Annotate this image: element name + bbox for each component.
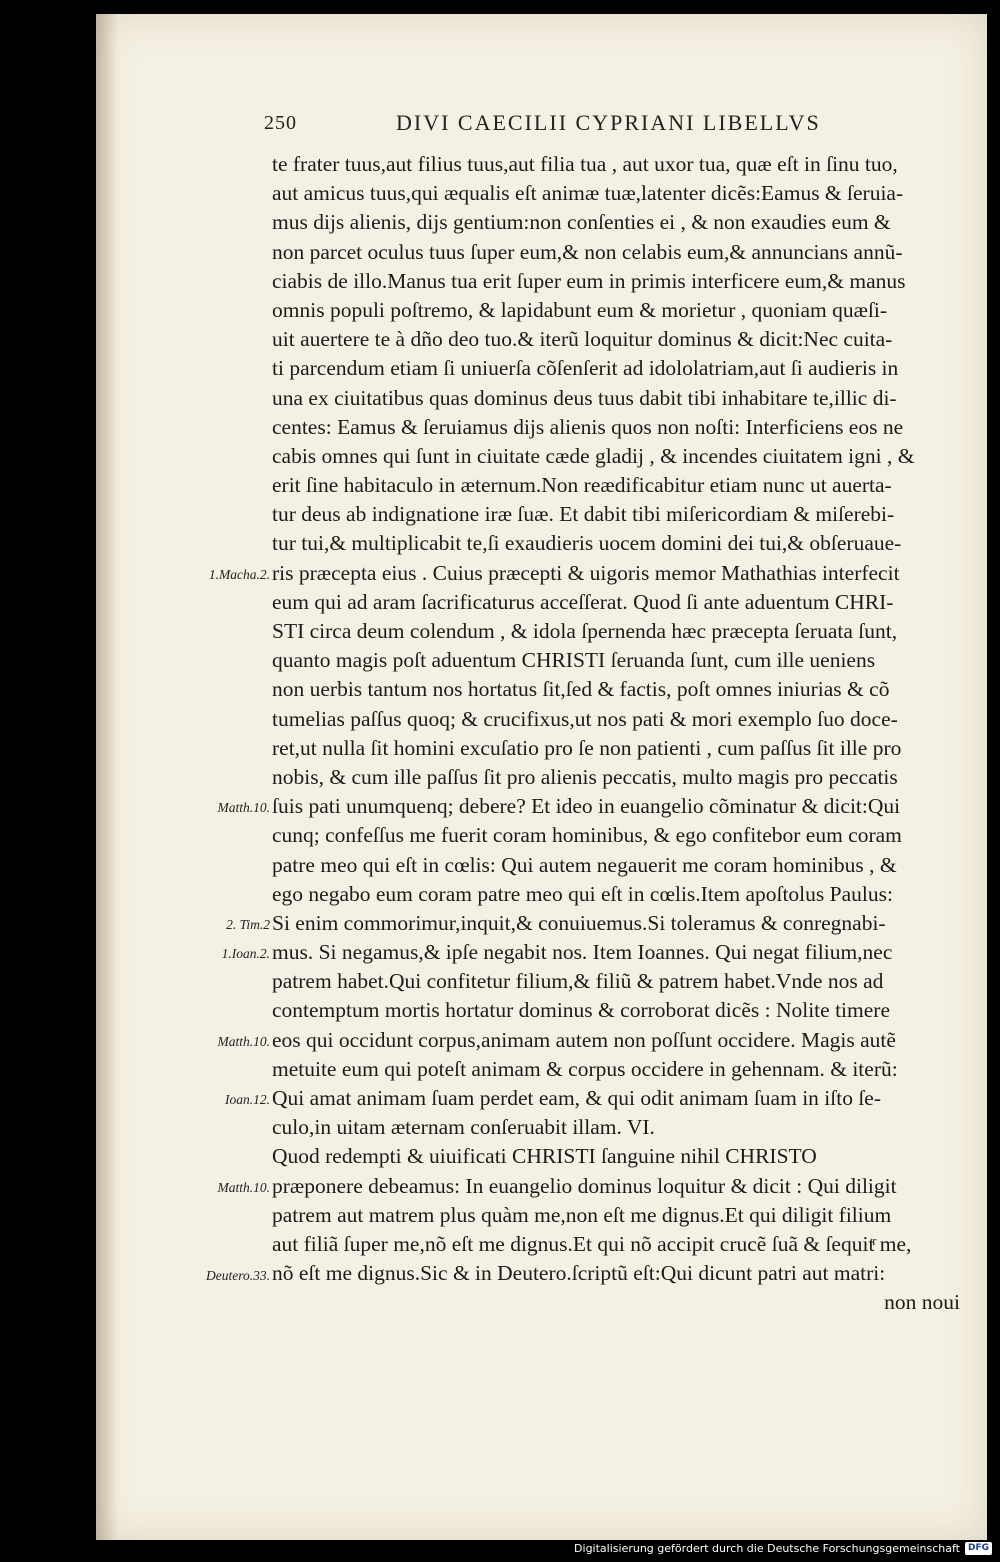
text-line: eum qui ad aram ſacrificaturus acceſſerat. Quod ſi ante aduentum CHRI- [272,589,894,614]
text-line: patrem aut matrem plus quàm me,non eſt me dignus.Et qui diligit filium [272,1202,892,1227]
marginal-reference: Matth.10. [217,1034,270,1049]
catchword: non noui [884,1290,960,1315]
marginal-reference: 1.Ioan.2. [221,946,270,962]
text-line: omnis populi poſtremo, & lapidabunt eum & morietur , quoniam quæſi- [272,297,888,322]
text-line: ciabis de illo.Manus tua erit ſuper eum in primis interficere eum,& manus [272,268,906,293]
marginal-reference: 2. Tim.2 [226,917,270,933]
text-line: Si enim commorimur,inquit,& conuiuemus.Si toleramus & conregnabi- [272,910,886,935]
text-line: aut filiã ſuper me,nõ eſt me dignus.Et qui nõ accipit crucẽ ſuã & ſequitͬ me, [272,1231,912,1256]
dfg-logo: DFG [965,1542,992,1555]
text-line: te frater tuus,aut filius tuus,aut filia tua , aut uxor tua, quæ eſt in ſinu tuo, [272,152,898,176]
text-line: ti parcendum etiam ſi uniuerſa cõſenſerit ad idololatriam,aut ſi audieris in [272,356,899,381]
marginal-reference: Matth.10. [217,800,270,816]
marginal-reference: Matth.10. [217,1180,270,1195]
marginal-reference: Ioan.12. [225,1092,270,1108]
page-gutter-shadow [96,14,118,1540]
marginal-reference: Deutero.33. [206,1267,270,1283]
text-line: culo,in uitam æternam conſeruabit illam. VI. [272,1115,655,1140]
text-line: non parcet oculus tuus ſuper eum,& non celabis eum,& annuncians annũ- [272,239,903,264]
page-header [264,110,970,142]
text-line: erit ſine habitaculo in æternum.Non reædificabitur etiam nunc ut auerta- [272,473,892,498]
text-line: tur deus ab indignatione iræ ſuæ. Et dabit tibi miſericordiam & miſerebi- [272,502,895,527]
text-line: patrem habet.Qui confitetur filium,& filiũ & patrem habet.Vnde nos ad [272,969,884,994]
text-line: mus. Si negamus,& ipſe negabit nos. Item Ioannes. Qui negat filium,nec [272,940,893,965]
text-line: contemptum mortis hortatur dominus & corroborat dicẽs : Nolite timere [272,998,890,1023]
text-line: nobis, & cum ille paſſus ſit pro alienis peccatis, multo magis pro peccatis [272,764,898,789]
text-line: non uerbis tantum nos hortatus ſit,ſed & factis, poſt omnes iniurias & cõ [272,677,890,702]
text-line: ego negabo eum coram patre meo qui eſt in cœlis.Item apoſtolus Paulus: [272,881,893,906]
text-line: Qui amat animam ſuam perdet eam, & qui odit animam ſuam in iſto ſe- [272,1086,882,1110]
text-line: metuite eum qui poteſt animam & corpus occidere in gehennam. & iterũ: [272,1056,898,1081]
text-line: patre meo qui eſt in cœlis: Qui autem negauerit me coram hominibus , & [272,852,897,877]
text-line: præponere debeamus: In euangelio dominus loquitur & dicit : Qui diligit [272,1173,897,1198]
marginal-reference: 1.Macha.2. [208,566,270,582]
text-line: centes: Eamus & ſeruiamus dijs alienis quos non noſti: Interficiens eos ne [272,414,904,439]
credit-text: Digitalisierung gefördert durch die Deutsche Forschungsgemeinschaft [574,1541,960,1555]
text-line: quanto magis poſt aduentum CHRISTI ſeruanda ſunt, cum ille ueniens [272,648,876,673]
text-line: aut amicus tuus,qui æqualis eſt animæ tuæ,latenter dicẽs:Eamus & ſeruia- [272,181,904,206]
text-line: eos qui occidunt corpus,animam autem non poſſunt occidere. Magis autẽ [272,1027,896,1052]
text-line: uit auertere te à dño deo tuo.& iterũ loquitur dominus & dicit:Nec cuita- [272,327,893,352]
digitization-credit [574,1540,992,1556]
text-line: una ex ciuitatibus quas dominus deus tuus dabit tibi inhabitare te,illic di- [272,385,897,410]
text-line: ris præcepta eius . Cuius præcepti & uigoris memor Mathathias interfecit [272,560,900,585]
text-line: cunq; confeſſus me fuerit coram hominibus, & ego confitebor eum coram [272,823,902,848]
text-line: STI circa deum colendum , & idola ſpernenda hæc præcepta ſeruata ſunt, [272,619,898,643]
text-line: mus dijs alienis, dijs gentium:non conſenties ei , & non exaudies eum & [272,210,891,235]
text-line: tur tui,& multiplicabit te,ſi exaudieris uocem domini dei tui,& obſeruaue- [272,531,902,556]
text-line: ſuis pati unumquenq; debere? Et ideo in euangelio cõminatur & dicit:Qui [272,794,901,819]
text-line: tumelias paſſus quoq; & crucifixus,ut nos pati & mori exemplo ſuo doce- [272,706,898,731]
page-number: 250 [264,112,297,134]
main-text-block [272,150,960,1318]
text-line: nõ eſt me dignus.Sic & in Deutero.ſcriptũ eſt:Qui dicunt patri aut matri: [272,1261,886,1286]
running-title: DIVI CAECILII CYPRIANI LIBELLVS [396,110,821,135]
text-line: ret,ut nulla ſit homini excuſatio pro ſe non patienti , cum paſſus ſit ille pro [272,735,902,760]
text-line: cabis omnes qui ſunt in ciuitate cæde gladij , & incendes ciuitatem igni , & [272,443,915,468]
text-line: Quod redempti & uiuificati CHRISTI ſanguine nihil CHRISTO [272,1144,817,1169]
